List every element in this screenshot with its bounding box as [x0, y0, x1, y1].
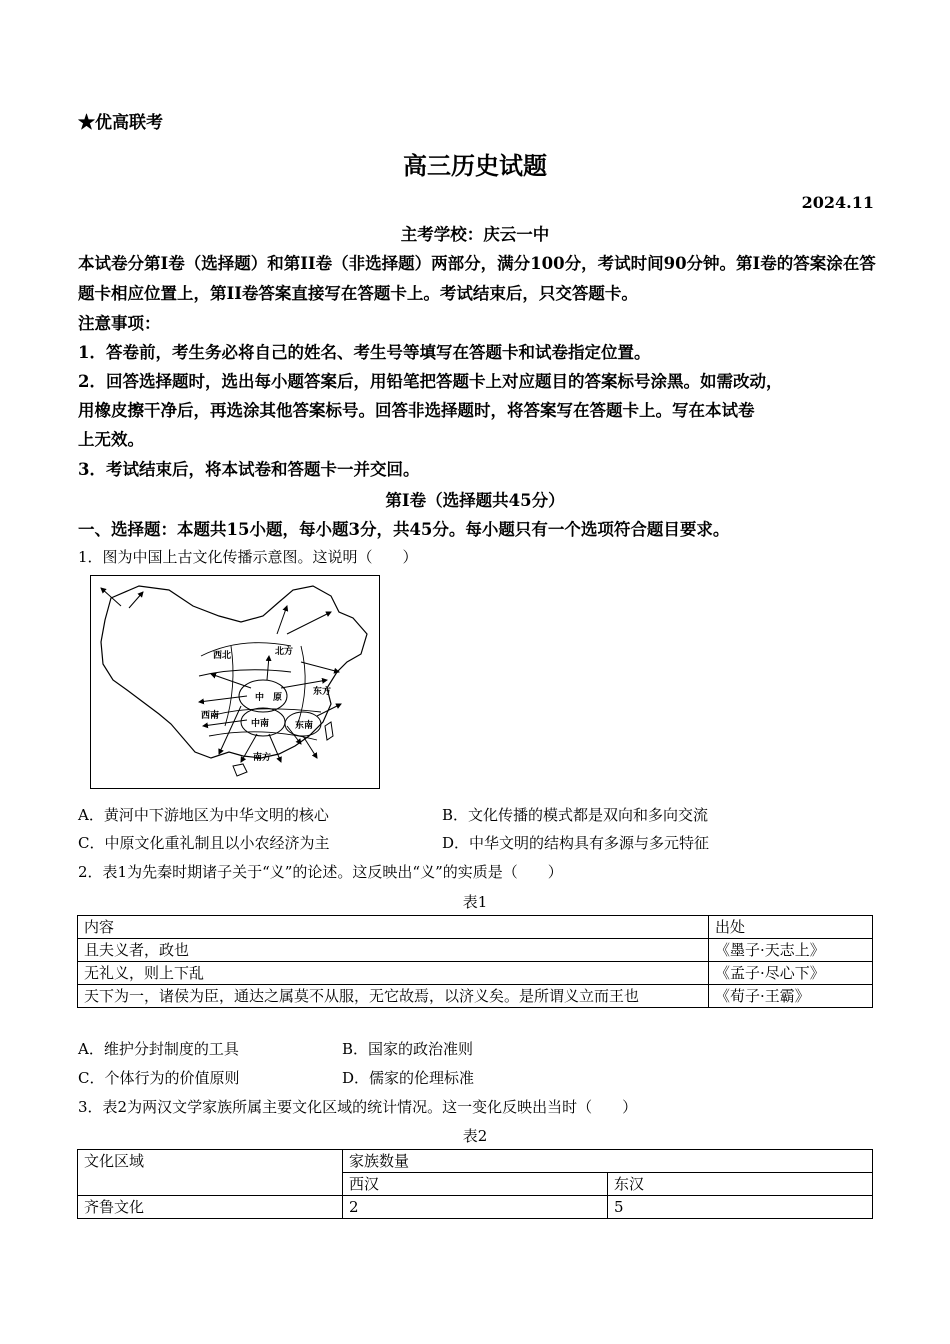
table-row: [78, 916, 873, 939]
question-1-option-b[interactable]: B．文化传播的模式都是双向和多向交流: [442, 806, 709, 824]
table-1-caption: 表1: [462, 893, 488, 911]
part-title: 第I卷（选择题共45分）: [385, 491, 565, 510]
map-label-central: 中 原: [255, 693, 283, 703]
notice-title: 注意事项：: [78, 314, 161, 333]
table-header-count: 家族数量: [343, 1150, 873, 1173]
table-row: [78, 1150, 873, 1173]
culture-spread-map: [90, 575, 380, 789]
map-label-central-south: 中南: [251, 719, 270, 729]
table-1: [77, 915, 873, 1008]
table-2: [77, 1149, 873, 1219]
table-cell: 《荀子·王霸》: [709, 985, 873, 1008]
table-cell: 齐鲁文化: [78, 1196, 343, 1219]
notice-item: 1．答卷前，考生务必将自己的姓名、考生号等填写在答题卡和试卷指定位置。: [78, 343, 651, 362]
map-label-north: 北方: [275, 647, 294, 657]
table-header-source: 出处: [709, 916, 873, 939]
exam-date: 2024.11: [801, 193, 874, 212]
notice-item: 上无效。: [78, 430, 144, 449]
table-header-western-han: 西汉: [343, 1173, 608, 1196]
table-cell: 《墨子·天志上》: [709, 939, 873, 962]
exam-intro: 本试卷分第I卷（选择题）和第II卷（非选择题）两部分，满分100分，考试时间90分钟。第I卷的答案涂在答题卡相应位置上，第II卷答案直接写在答题卡上。考试结束后，只交答题卡。: [78, 254, 876, 303]
table-cell: 天下为一，诸侯为臣，通达之属莫不从服，无它故焉，以济义矣。是所谓义立而王也: [78, 985, 709, 1008]
question-1-option-d[interactable]: D．中华文明的结构具有多源与多元特征: [442, 834, 710, 852]
map-label-east: 东方: [313, 687, 332, 697]
table-cell: 《孟子·尽心下》: [709, 962, 873, 985]
map-label-south: 南方: [253, 753, 272, 763]
section-title: 一、选择题：本题共15小题，每小题3分，共45分。每小题只有一个选项符合题目要求。: [78, 520, 730, 539]
table-2-caption: 表2: [462, 1127, 488, 1145]
table-row: [78, 962, 873, 985]
exam-tag: ★优高联考: [78, 113, 163, 133]
table-cell: 无礼义，则上下乱: [78, 962, 709, 985]
map-label-southwest: 西南: [201, 711, 220, 721]
question-3-stem: 3．表2为两汉文学家族所属主要文化区域的统计情况。这一变化反映出当时（ ）: [78, 1098, 638, 1116]
question-2-option-b[interactable]: B．国家的政治准则: [342, 1040, 474, 1058]
question-1-option-a[interactable]: A．黄河中下游地区为中华文明的核心: [78, 806, 329, 824]
notice-item: 3．考试结束后，将本试卷和答题卡一并交回。: [78, 460, 420, 479]
notice-item: 2．回答选择题时，选出每小题答案后，用铅笔把答题卡上对应题目的答案标号涂黑。如需改动，: [78, 372, 783, 391]
host-school: 主考学校：庆云一中: [400, 225, 550, 244]
question-2-stem: 2．表1为先秦时期诸子关于“义”的论述。这反映出“义”的实质是（ ）: [78, 863, 563, 881]
map-drawing: [91, 576, 379, 788]
table-row: [78, 939, 873, 962]
table-row: [78, 985, 873, 1008]
exam-title: 高三历史试题: [403, 151, 547, 180]
question-2-option-d[interactable]: D．儒家的伦理标准: [342, 1069, 475, 1087]
table-cell: 2: [343, 1196, 608, 1219]
question-1-option-c[interactable]: C．中原文化重礼制且以小农经济为主: [78, 834, 330, 852]
table-cell: 且夫义者，政也: [78, 939, 709, 962]
notice-item: 用橡皮擦干净后，再选涂其他答案标号。回答非选择题时，将答案写在答题卡上。写在本试卷: [78, 401, 755, 420]
map-label-southeast: 东南: [295, 721, 314, 731]
table-row: [78, 1196, 873, 1219]
table-header-eastern-han: 东汉: [608, 1173, 873, 1196]
map-label-northwest: 西北: [213, 651, 232, 661]
question-1-stem: 1．图为中国上古文化传播示意图。这说明（ ）: [78, 548, 418, 566]
table-cell: 5: [608, 1196, 873, 1219]
question-2-option-c[interactable]: C．个体行为的价值原则: [78, 1069, 240, 1087]
table-header-region: 文化区域: [78, 1150, 343, 1196]
table-header-content: 内容: [78, 916, 709, 939]
question-2-option-a[interactable]: A．维护分封制度的工具: [78, 1040, 239, 1058]
